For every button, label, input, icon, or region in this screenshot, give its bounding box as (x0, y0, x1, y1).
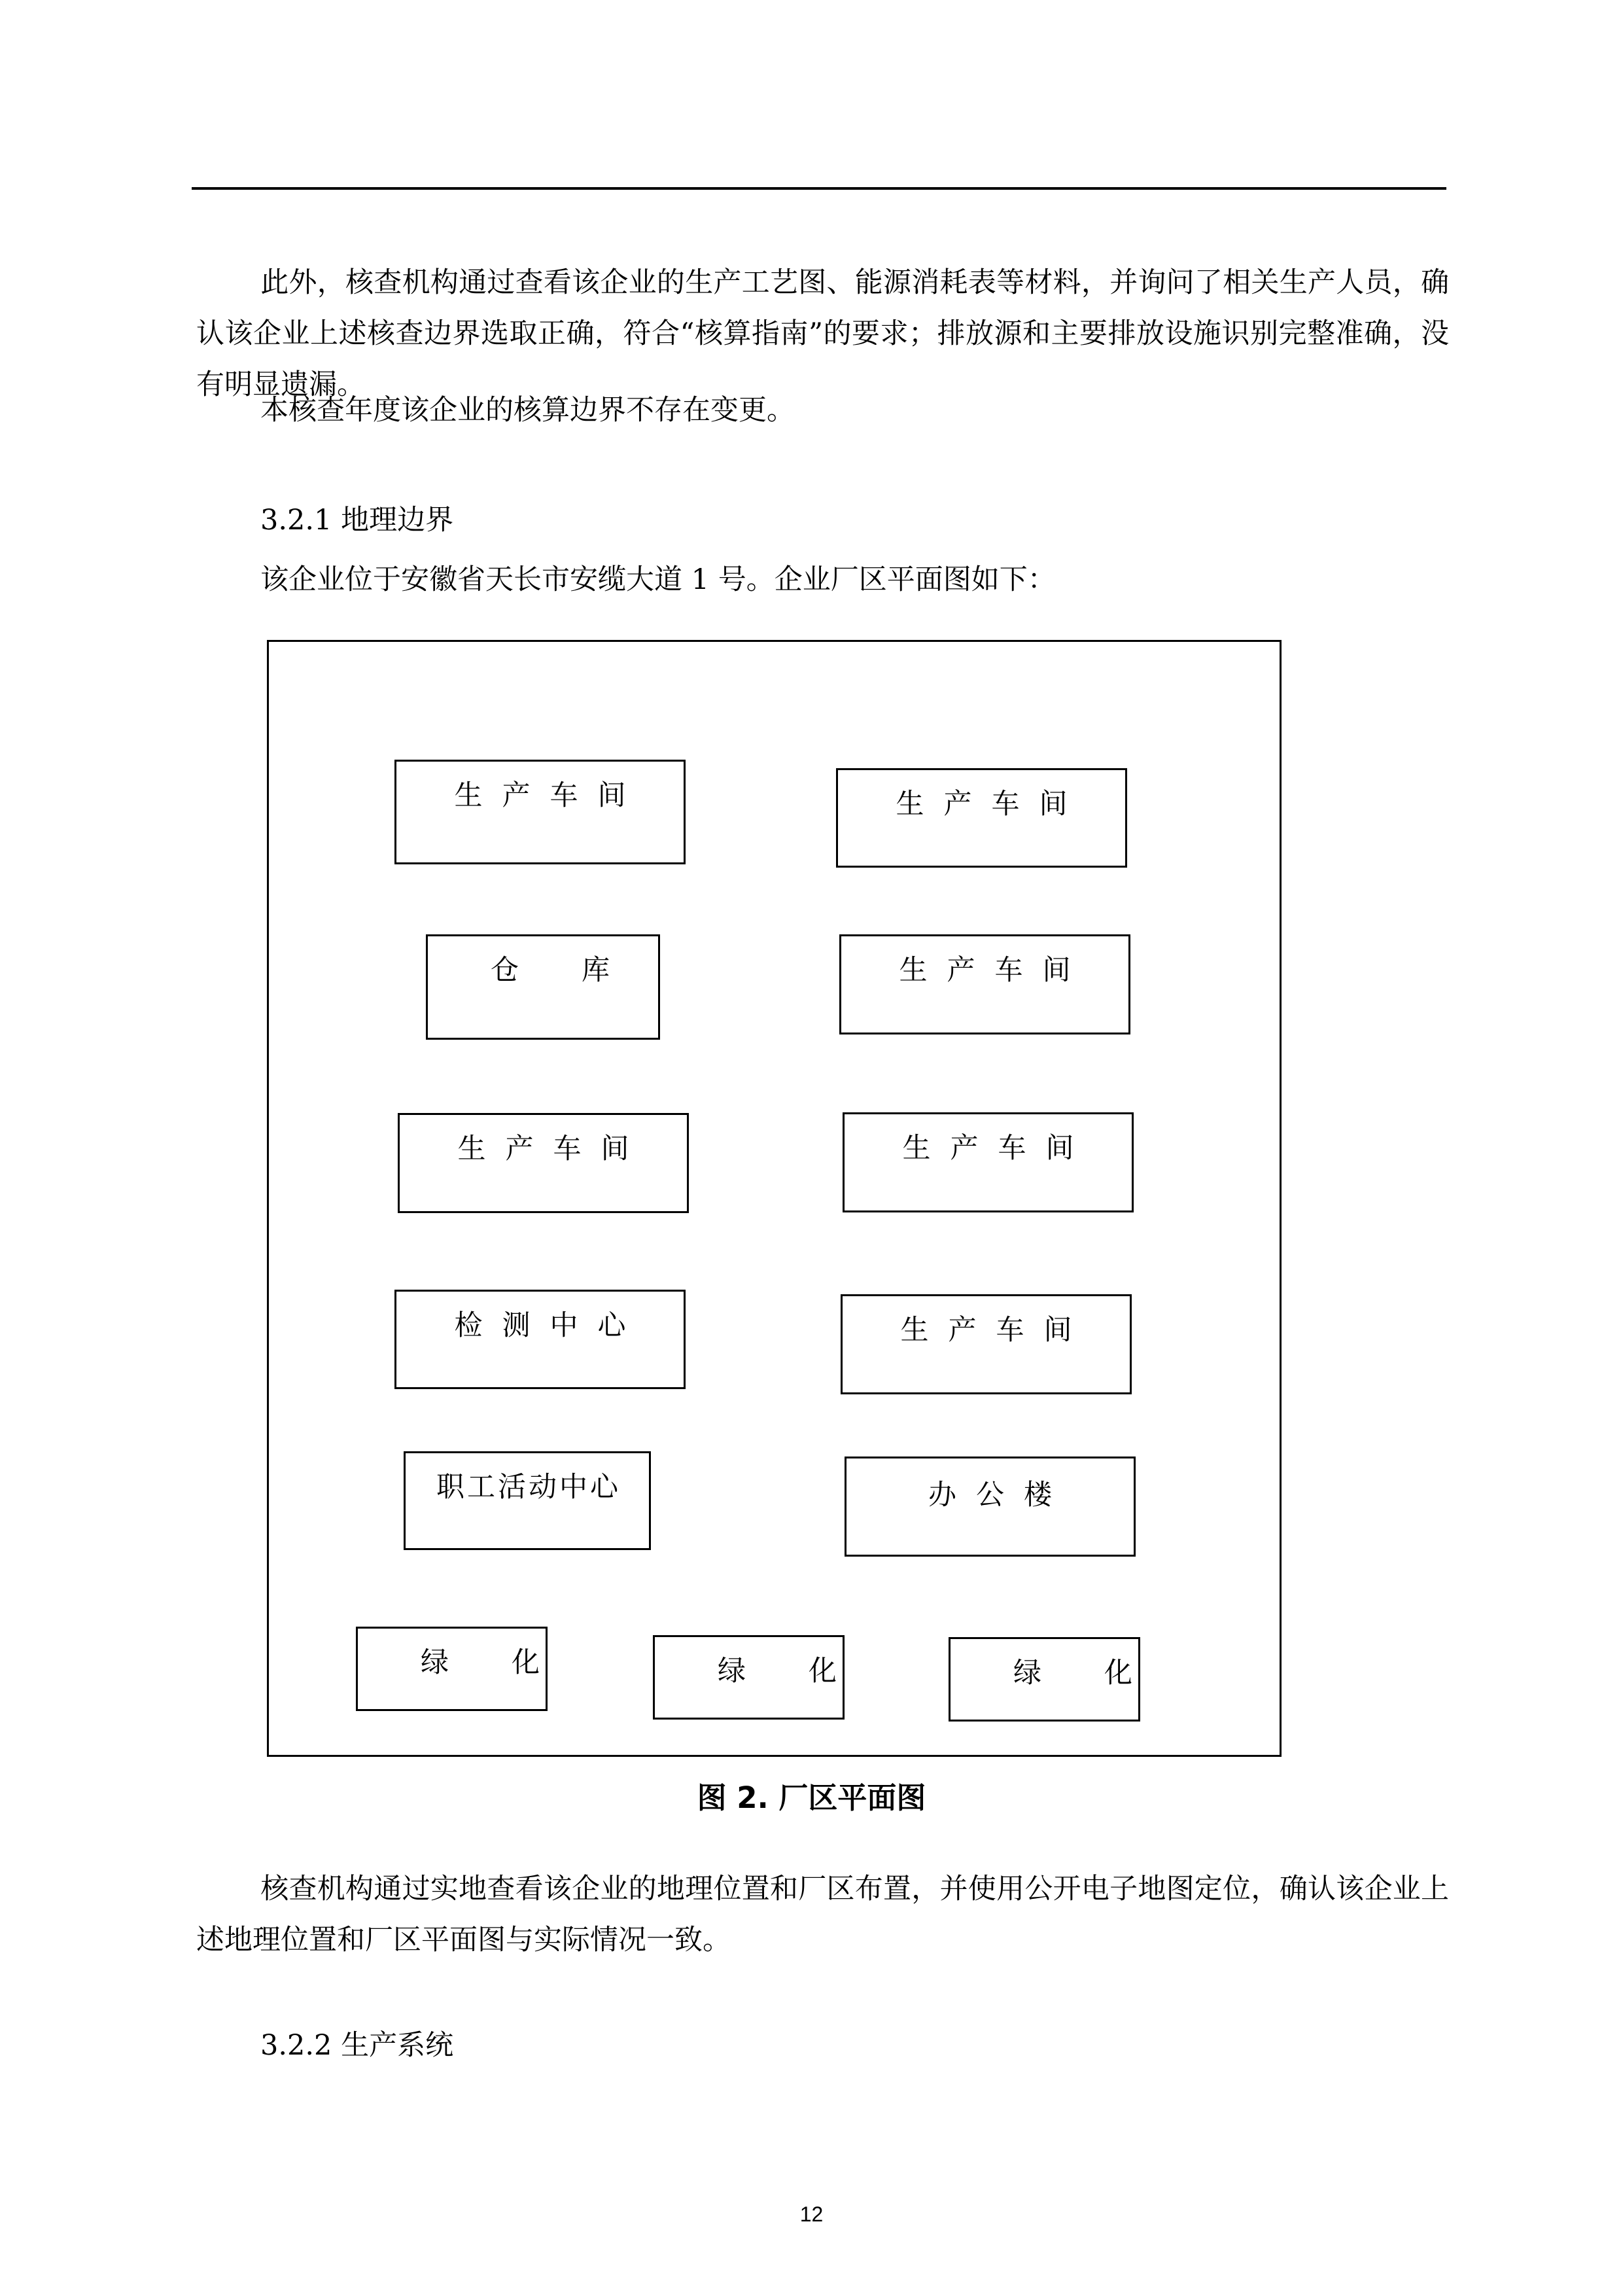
green-area: 绿化 (356, 1627, 548, 1711)
building-warehouse: 仓库 (426, 934, 660, 1040)
building-production-workshop: 生产车间 (398, 1113, 689, 1213)
paragraph-verification-boundary: 此外，核查机构通过查看该企业的生产工艺图、能源消耗表等材料，并询问了相关生产人员，确认该企业上述核查边界选取正确，符合“核算指南”的要求；排放源和主要排放设施识别完整准确，没有明显遗漏。 (196, 266, 1449, 401)
header-rule (192, 187, 1446, 190)
green-area: 绿化 (653, 1635, 845, 1720)
building-staff-activity-center: 职工活动中心 (404, 1451, 651, 1550)
location-text: 该企业位于安徽省天长市安缆大道 1 号。企业厂区平面图如下： (260, 563, 1056, 596)
paragraph-no-boundary-change: 本核查年度该企业的核算边界不存在变更。 (260, 394, 795, 427)
paragraph-site-verification: 核查机构通过实地查看该企业的地理位置和厂区布置，并使用公开电子地图定位，确认该企业上述地理位置和厂区平面图与实际情况一致。 (196, 1873, 1449, 1956)
building-production-workshop: 生产车间 (839, 934, 1130, 1034)
section-3-2-1-heading: 3.2.1 地理边界 (260, 504, 454, 537)
building-production-workshop: 生产车间 (841, 1294, 1132, 1394)
building-office: 办公楼 (845, 1457, 1136, 1557)
building-production-workshop: 生产车间 (836, 768, 1127, 868)
figure-caption: 图 2. 厂区平面图 (697, 1780, 926, 1815)
factory-plan-diagram (267, 640, 1282, 1757)
building-production-workshop: 生产车间 (843, 1112, 1134, 1212)
page-number: 12 (799, 2202, 824, 2226)
green-area: 绿化 (949, 1637, 1140, 1722)
section-3-2-2-heading: 3.2.2 生产系统 (260, 2029, 454, 2062)
building-testing-center: 检测中心 (394, 1290, 686, 1389)
building-production-workshop: 生产车间 (394, 760, 686, 864)
